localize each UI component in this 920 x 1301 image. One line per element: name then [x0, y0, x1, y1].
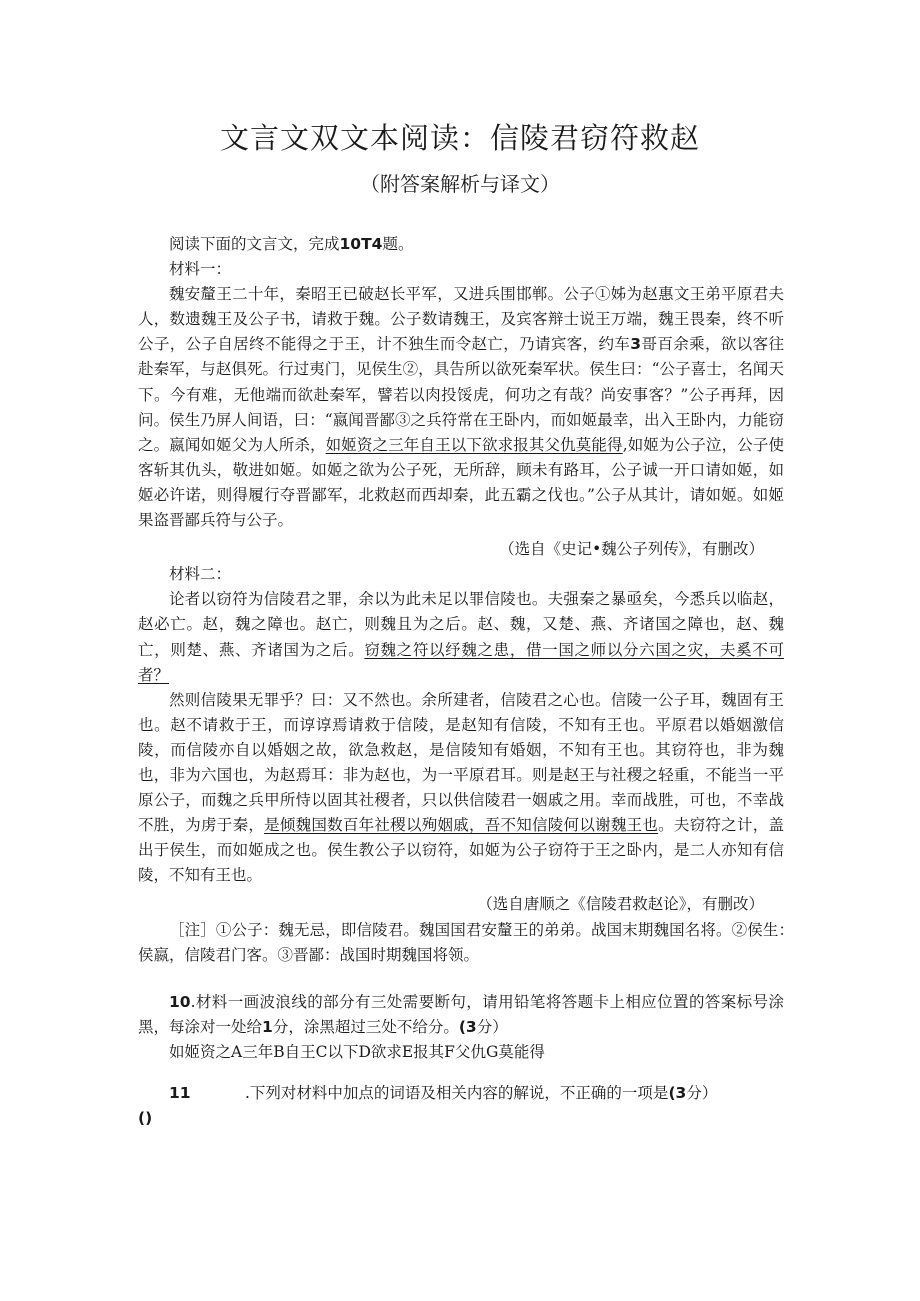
- question-11: [138, 1081, 784, 1106]
- material1-text-c: ,如姬为公子泣，公子使客斩其仇头，敬进如姬。如姬之欲为公子死，无所辞，顾未有路耳，公子诚一开口请如姬，如姬必许诺，则得履行夺晋鄙军，北救赵而西却秦，此五霸之伐也。”公子从其计，请如姬。如姬果盗晋鄙兵符与公子。: [138, 435, 784, 530]
- material1-text-a: 魏安釐王二十年，秦昭王已破赵长平军，又进兵围邯郸。公子①姊为赵惠文王弟平原君夫人，数遗魏王及公子书，请救于魏。公子数请魏王，及宾客辩士说王万端，魏王畏秦，终不听公子，公子自居终不能得之于王，计不独生而令赵亡，乃请宾客，约车: [138, 285, 784, 354]
- instruction-suffix: 题。: [382, 235, 414, 253]
- material1-source: （选自《史记•魏公子列传》，有删改）: [499, 540, 764, 559]
- material1-wavy-underline: 如姬资之三年自王以下欲求报其父仇莫能得: [325, 435, 623, 454]
- material2-p1-text: 论者以窃符为信陵君之罪，余以为此未足以罪信陵也。夫强秦之暴亟矣，今悉兵以临赵，赵必亡。赵，魏之障也。赵亡，则魏且为之后。赵、魏，又楚、燕、齐诸国之障也，赵、魏亡，则楚、燕、齐诸国为之后。: [138, 590, 784, 659]
- answer-parentheses: (): [138, 1109, 153, 1128]
- material1-number: 3: [630, 335, 642, 354]
- material2-source: （选自唐顺之《信陵君救赵论》，有删改）: [477, 895, 764, 914]
- question-10-score: (3: [458, 1017, 477, 1036]
- question-10-text-b: 分，涂黑超过三处不给分。: [272, 1017, 459, 1036]
- material1-label: 材料一：: [169, 260, 232, 279]
- question-11-score-unit: 分）: [686, 1084, 718, 1102]
- question-11-score: (3: [668, 1084, 687, 1102]
- question-10-text-a: .材料一画波浪线的部分有三处需要断句，请用铅笔将答题卡上相应位置的答案标号涂黑，每涂对一处给: [138, 992, 784, 1036]
- question-10-score-unit: 分）: [476, 1017, 508, 1036]
- material1-paragraph: [138, 282, 784, 533]
- instruction-prefix: 阅读下面的文言文，完成: [169, 235, 340, 253]
- material2-paragraph-1: [138, 587, 784, 687]
- page-title: 文言文双文本阅读：信陵君窃符救赵: [219, 121, 700, 155]
- material2-p1-underline: 窃魏之符以纾魏之患，借一国之师以分六国之灾，夫奚不可者？: [138, 640, 784, 684]
- question-10-options: 如姬资之A三年B自王C以下D欲求E报其F父仇G莫能得: [169, 1042, 545, 1061]
- question-11-number: 11: [169, 1084, 191, 1102]
- page-subtitle: （附答案解析与译文）: [360, 172, 560, 196]
- annotation-notes: ［注］①公子：魏无忌，即信陵君。魏国国君安釐王的弟弟。战国末期魏国名将。②侯生：侯嬴，信陵君门客。③晋鄙：战国时期魏国将领。: [138, 920, 794, 964]
- question-11-answer-blank: [138, 1106, 784, 1131]
- question-11-text: .下列对材料中加点的词语及相关内容的解说，不正确的一项是: [245, 1084, 669, 1102]
- instruction-range: 10T4: [339, 235, 383, 253]
- question-10: [138, 990, 784, 1040]
- question-10-number: 10: [169, 992, 191, 1011]
- document-body: [138, 232, 794, 1131]
- question-10-score-each: 1: [262, 1017, 273, 1036]
- material2-paragraph-2: [138, 688, 784, 889]
- material2-p2-text-b: 。夫窃符之计，盖出于侯生，而如姬成之也。侯生教公子以窃符，如姬为公子窃符于王之卧内，是二人亦知有信陵，不知有王也。: [138, 816, 784, 885]
- material1-text-b: 哥百余乘，欲以客往赴秦军，与赵俱死。行过夷门，见侯生②，具告所以欲死秦军状。侯生曰：“公子喜士，名闻天下。今有难，无他端而欲赴秦军，譬若以肉投馁虎，何功之有哉？尚安事客？”公子再拜，因问。侯生乃屏人间语，曰：“嬴闻晋鄙③之兵符常在王卧内，而如姬最幸，出入王卧内，力能窃之。嬴闻如姬父为人所杀，: [138, 335, 784, 454]
- instruction: [138, 232, 784, 257]
- material2-p2-text-a: 然则信陵果无罪乎？曰：又不然也。余所建者，信陵君之心也。信陵一公子耳，魏固有王也。赵不请救于王，而谆谆焉请救于信陵，是赵知有信陵，不知有王也。平原君以婚姻激信陵，而信陵亦自以婚姻之故，欲急救赵，是信陵知有婚姻，不知有王也。其窃符也，非为魏也，非为六国也，为赵焉耳：非为赵也，为一平原君耳。则是赵王与社稷之轻重，不能当一平原公子，而魏之兵甲所恃以固其社稷者，只以供信陵君一姻戚之用。幸而战胜，可也，不幸战不胜，为虏于秦，: [138, 690, 784, 835]
- material2-label: 材料二：: [169, 565, 232, 584]
- material2-p2-underline: 是倾魏国数百年社稷以殉姻戚，吾不知信陵何以谢魏王也: [264, 816, 659, 835]
